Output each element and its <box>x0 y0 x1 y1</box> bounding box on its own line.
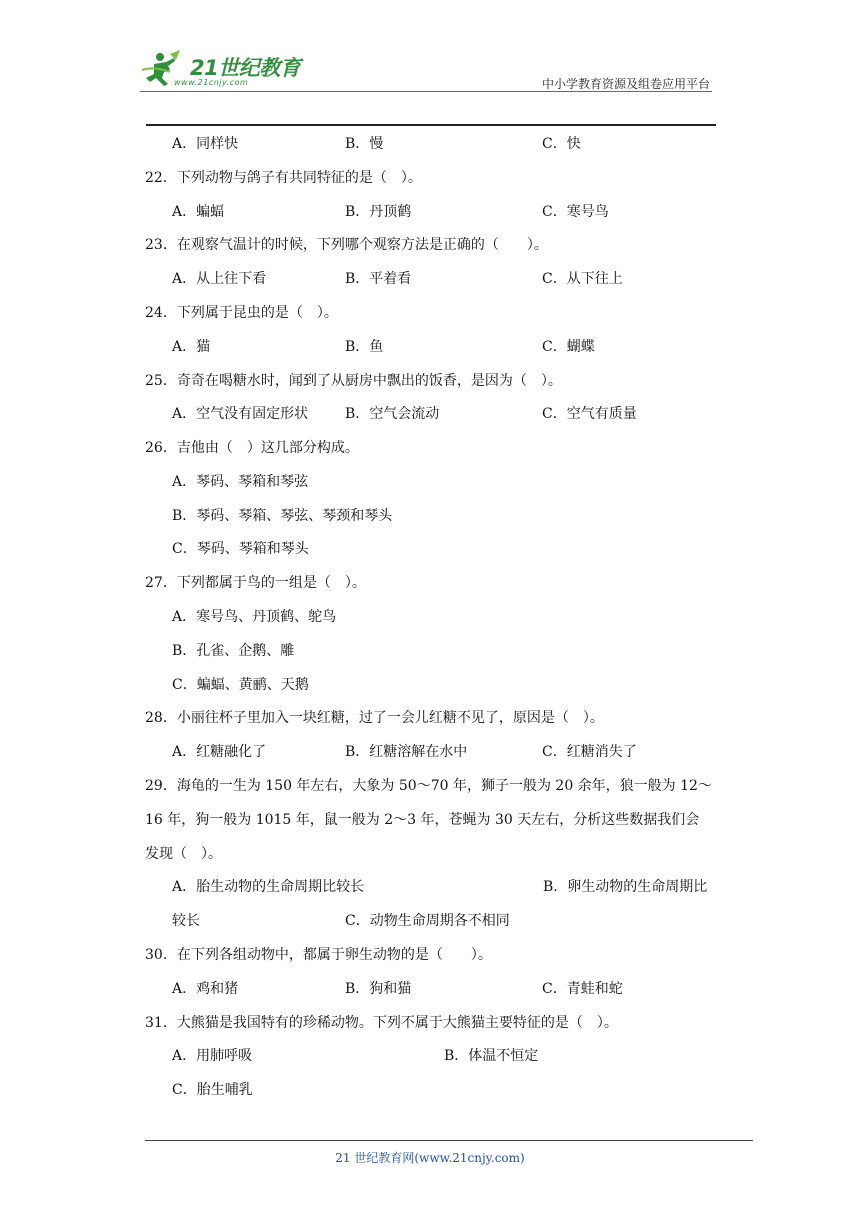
question-stem: 发现（ ）。 <box>145 846 222 862</box>
option: C．蝙蝠、黄鹂、天鹅 <box>172 677 309 693</box>
option: C．从下往上 <box>542 271 623 287</box>
option: B．平着看 <box>345 271 412 287</box>
question-stem: 24．下列属于昆虫的是（ ）。 <box>145 305 338 321</box>
page-header <box>0 0 860 130</box>
option-continuation: 较长 <box>172 913 200 929</box>
option: B．丹顶鹤 <box>345 204 412 220</box>
option: A．猫 <box>172 339 211 355</box>
option: C．动物生命周期各不相同 <box>345 913 510 929</box>
option: B．琴码、琴箱、琴弦、琴颈和琴头 <box>172 508 393 524</box>
question-stem: 22．下列动物与鸽子有共同特征的是（ ）。 <box>145 170 422 186</box>
option: C．蝴蝶 <box>542 339 595 355</box>
option: B．孔雀、企鹅、雕 <box>172 643 295 659</box>
option: C．琴码、琴箱和琴头 <box>172 541 309 557</box>
option: A．红糖融化了 <box>172 744 267 760</box>
question-stem: 28．小丽往杯子里加入一块红糖，过了一会儿红糖不见了，原因是（ ）。 <box>145 710 604 726</box>
option: B．体温不恒定 <box>444 1048 539 1064</box>
question-stem: 16 年，狗一般为 1015 年，鼠一般为 2～3 年，苍蝇为 30 天左右，分析这些数据我们会 <box>145 812 700 828</box>
page-footer: 21 世纪教育网(www.21cnjy.com) <box>335 1151 525 1165</box>
option: B．鱼 <box>345 339 384 355</box>
option: A．蝙蝠 <box>172 204 225 220</box>
content-top-rule <box>146 124 716 126</box>
logo-text: 21世纪教育 <box>190 56 301 80</box>
question-stem: 26．吉他由（ ）这几部分构成。 <box>145 440 359 456</box>
option: B．慢 <box>345 136 384 152</box>
option: A．从上往下看 <box>172 271 267 287</box>
option: B．空气会流动 <box>345 406 440 422</box>
question-stem: 30．在下列各组动物中，都属于卵生动物的是（ ）。 <box>145 947 492 963</box>
platform-title: 中小学教育资源及组卷应用平台 <box>541 77 710 91</box>
option: A．寒号鸟、丹顶鹤、鸵鸟 <box>172 609 337 625</box>
logo-url: www.21cnjy.com <box>174 78 249 87</box>
question-stem: 23．在观察气温计的时候，下列哪个观察方法是正确的（ ）。 <box>145 237 548 253</box>
option: B．卵生动物的生命周期比 <box>543 879 708 895</box>
option: C．空气有质量 <box>542 406 637 422</box>
question-stem: 27．下列都属于鸟的一组是（ ）。 <box>145 575 366 591</box>
option: C．胎生哺乳 <box>172 1082 253 1098</box>
question-stem: 29．海龟的一生为 150 年左右，大象为 50～70 年，狮子一般为 20 余年，狼一般为 12～ <box>145 778 712 794</box>
option: A．鸡和猪 <box>172 981 239 997</box>
option: C．快 <box>542 136 581 152</box>
question-stem: 25．奇奇在喝糖水时，闻到了从厨房中飘出的饭香，是因为（ ）。 <box>145 373 562 389</box>
option: C．青蛙和蛇 <box>542 981 623 997</box>
option: B．红糖溶解在水中 <box>345 744 468 760</box>
footer-divider <box>145 1140 753 1141</box>
option: A．空气没有固定形状 <box>172 406 309 422</box>
option: A．同样快 <box>172 136 239 152</box>
logo <box>140 48 340 92</box>
question-stem: 31．大熊猫是我国特有的珍稀动物。下列不属于大熊猫主要特征的是（ ）。 <box>145 1015 618 1031</box>
header-divider <box>140 91 712 92</box>
option: C．寒号鸟 <box>542 204 609 220</box>
option: C．红糖消失了 <box>542 744 637 760</box>
option: A．胎生动物的生命周期比较长 <box>172 879 365 895</box>
option: A．用肺呼吸 <box>172 1048 253 1064</box>
option: A．琴码、琴箱和琴弦 <box>172 474 309 490</box>
option: B．狗和猫 <box>345 981 412 997</box>
